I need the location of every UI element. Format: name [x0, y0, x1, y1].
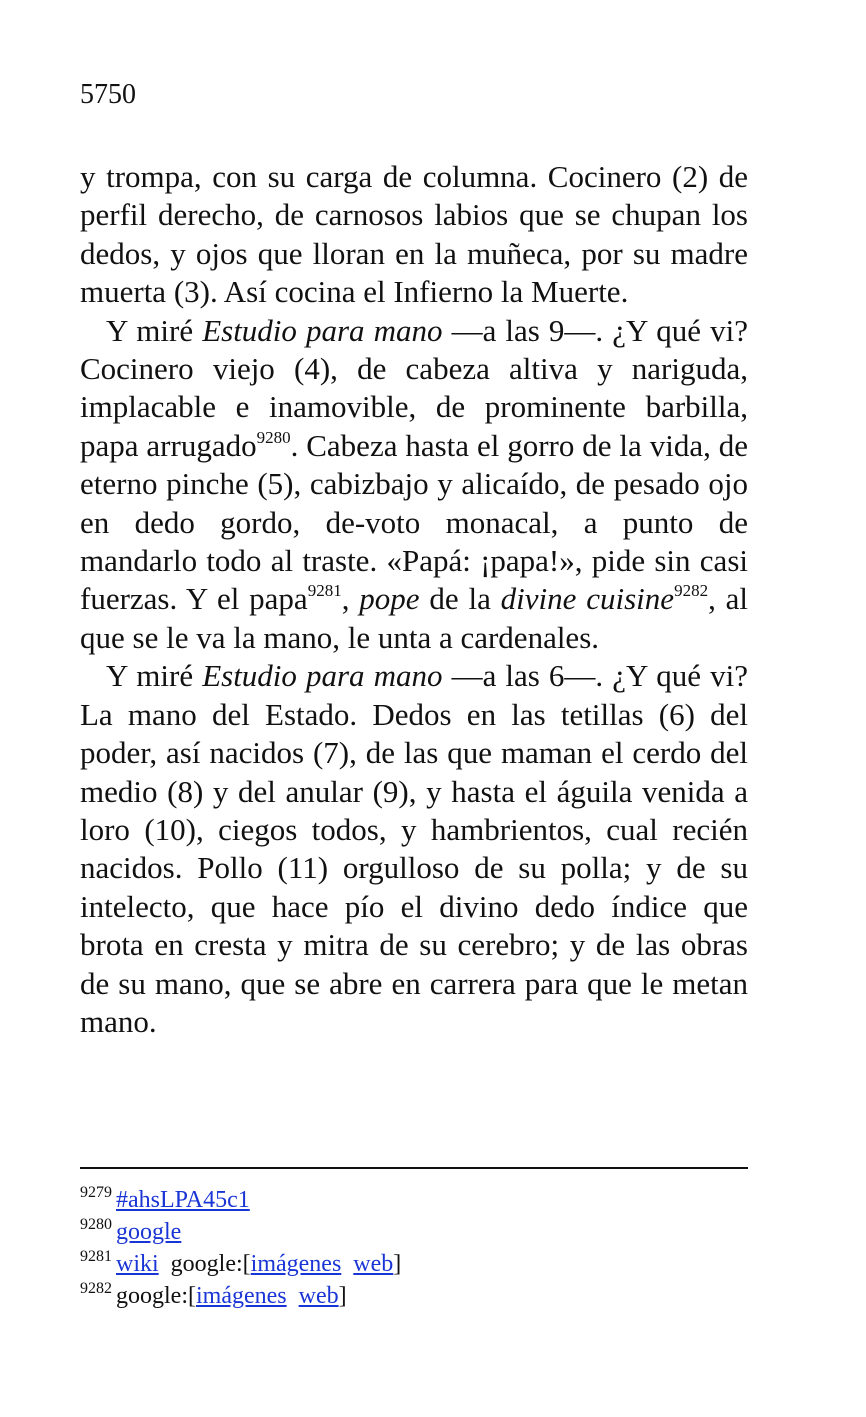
text-segment: —a las 9—. ¿Y qué vi? Cocinero viejo (4), de cabeza altiva y nariguda, implacable e inamovible, de prominente barbilla, papa arrugado	[80, 312, 749, 463]
text-segment: . Cabeza hasta el gorro de la vida, de eterno pinche (5), cabizbajo y alicaído, de pesado ojo en dedo gordo, de-voto monacal, a punto de mandarlo todo al traste. «Papá: ¡papa!», pide sin casi fuerzas. Y el papa	[80, 427, 748, 617]
footnote-item	[80, 1184, 748, 1216]
footnote-link[interactable]: web	[353, 1251, 394, 1277]
footnote-reference: 9280	[256, 427, 291, 447]
footnote-item	[80, 1280, 748, 1312]
footnote-link[interactable]: imágenes	[250, 1251, 342, 1277]
italic-text: Estudio para mano	[202, 658, 443, 694]
footnote-link[interactable]: wiki	[116, 1251, 159, 1277]
text-segment: de la	[419, 581, 501, 617]
footnote-number: 9282	[80, 1280, 112, 1297]
footnote-text: google:[	[116, 1283, 196, 1309]
footnote-text: ]	[393, 1251, 402, 1277]
footnote-link[interactable]: web	[298, 1283, 339, 1309]
text-segment: ,	[341, 581, 360, 617]
footnote-link[interactable]: google	[116, 1219, 182, 1245]
italic-text: pope	[359, 581, 420, 617]
footnote-number: 9279	[80, 1184, 112, 1201]
footnote-text: ]	[338, 1283, 347, 1309]
footnotes	[80, 1184, 748, 1312]
text-segment: —a las 6—. ¿Y qué vi? La mano del Estado. Dedos en las tetillas (6) del poder, así nacidos (7), de las que maman el cerdo del medio (8) y del anular (9), y hasta el águila venida a loro (10), ciegos todos, y hambrientos, cual recién nacidos. Pollo (11) orgulloso de su polla; y de su intelecto, que hace pío el divino dedo índice que brota en cresta y mitra de su cerebro; y de las obras de su mano, que se abre en carrera para que le metan mano.	[80, 658, 749, 1039]
footnote-divider	[80, 1167, 748, 1169]
page-number: 5750	[80, 79, 136, 110]
text-segment: Y miré	[106, 658, 203, 694]
text-segment: Y miré	[106, 312, 203, 348]
italic-text: Estudio para mano	[202, 312, 443, 348]
footnote-number: 9280	[80, 1216, 112, 1233]
paragraph	[80, 312, 748, 658]
text-segment: y trompa, con su carga de columna. Cocinero (2) de perfil derecho, de carnosos labios que se chupan los dedos, y ojos que lloran en la muñeca, por su madre muerta (3). Así cocina el Infierno la Muerte.	[80, 159, 748, 310]
footnote-text: google:[	[170, 1251, 251, 1277]
footnote-reference: 9282	[674, 581, 709, 601]
body-text	[80, 158, 748, 1041]
paragraph	[80, 657, 748, 1041]
footnote-number: 9281	[80, 1248, 112, 1265]
italic-text: divine cuisine	[500, 581, 675, 617]
footnote-reference: 9281	[307, 581, 342, 601]
footnote-item	[80, 1216, 748, 1248]
footnote-link[interactable]: imágenes	[195, 1283, 287, 1309]
footnote-link[interactable]: #ahsLPA45c1	[116, 1187, 250, 1213]
footnote-item	[80, 1248, 748, 1280]
paragraph	[80, 158, 748, 312]
text-segment: , al que se le va la mano, le unta a cardenales.	[80, 581, 749, 655]
